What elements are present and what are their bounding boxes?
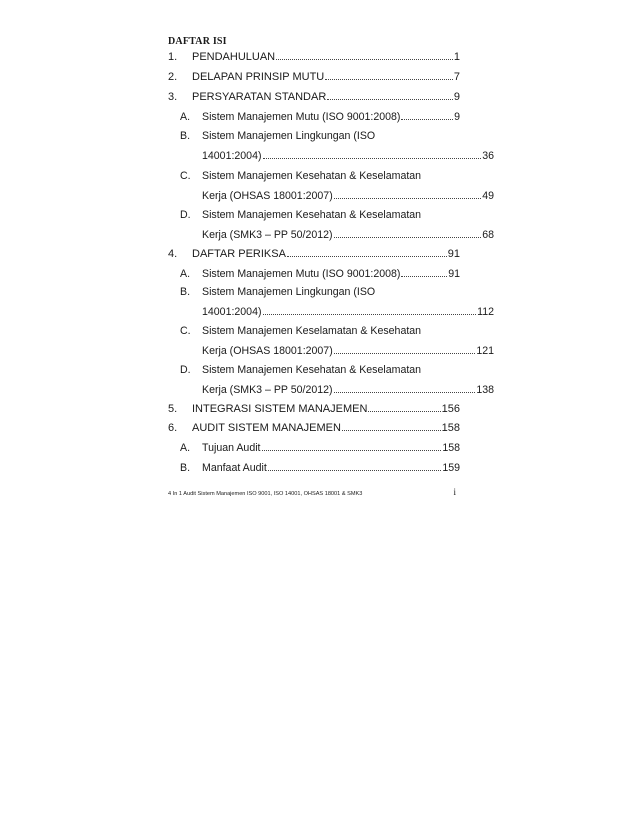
dot-leader bbox=[334, 189, 481, 199]
dot-leader bbox=[263, 305, 477, 315]
toc-subentry-continuation[interactable]: 14001:2004) 112 bbox=[202, 306, 494, 318]
dot-leader bbox=[401, 110, 453, 120]
toc-subentry-continuation[interactable]: Kerja (SMK3 – PP 50/2012) 68 bbox=[202, 229, 494, 241]
toc-subentry-continuation[interactable]: Kerja (OHSAS 18001:2007) 49 bbox=[202, 190, 494, 202]
toc-subentry[interactable]: A. Tujuan Audit 158 bbox=[180, 442, 460, 454]
toc-subentry[interactable]: B. Sistem Manajemen Lingkungan (ISO bbox=[180, 286, 376, 298]
toc-subentry-continuation[interactable]: Kerja (SMK3 – PP 50/2012) 138 bbox=[202, 384, 494, 396]
dot-leader bbox=[401, 267, 447, 277]
page-number: 49 bbox=[482, 190, 494, 202]
dot-leader bbox=[334, 344, 476, 354]
page-number: 138 bbox=[476, 384, 494, 396]
dot-leader bbox=[268, 461, 442, 471]
toc-subentry[interactable]: B. Sistem Manajemen Lingkungan (ISO bbox=[180, 130, 376, 142]
toc-subentry[interactable]: C. Sistem Manajemen Kesehatan & Keselamatan bbox=[180, 170, 422, 182]
dot-leader bbox=[263, 149, 482, 159]
toc-subentry[interactable]: C. Sistem Manajemen Keselamatan & Kesehatan bbox=[180, 325, 422, 337]
toc-subentry[interactable]: D. Sistem Manajemen Kesehatan & Keselamatan bbox=[180, 209, 422, 221]
toc-subentry-continuation[interactable]: 14001:2004) 36 bbox=[202, 150, 494, 162]
toc-subentry[interactable]: A. Sistem Manajemen Mutu (ISO 9001:2008) 91 bbox=[180, 268, 460, 280]
dot-leader bbox=[334, 228, 482, 238]
page-number: 68 bbox=[482, 229, 494, 241]
toc-entry[interactable]: 3. PERSYARATAN STANDAR 9 bbox=[168, 91, 460, 103]
dot-leader bbox=[287, 247, 447, 257]
toc-subentry[interactable]: B. Manfaat Audit 159 bbox=[180, 462, 460, 474]
toc-entry[interactable]: 6. AUDIT SISTEM MANAJEMEN 158 bbox=[168, 422, 460, 434]
toc-entry[interactable]: 4. DAFTAR PERIKSA 91 bbox=[168, 248, 460, 260]
dot-leader bbox=[368, 402, 440, 412]
toc-subentry[interactable]: D. Sistem Manajemen Kesehatan & Keselamatan bbox=[180, 364, 422, 376]
dot-leader bbox=[325, 70, 453, 80]
page-number: 1 bbox=[453, 51, 460, 63]
footer-page-number: i bbox=[453, 487, 456, 497]
dot-leader bbox=[342, 421, 441, 431]
page-number: 156 bbox=[441, 403, 460, 415]
toc-subentry[interactable]: A. Sistem Manajemen Mutu (ISO 9001:2008) 9 bbox=[180, 111, 460, 123]
dot-leader bbox=[262, 441, 442, 451]
page-number: 91 bbox=[447, 248, 460, 260]
page-number: 9 bbox=[453, 91, 460, 103]
page-footer bbox=[168, 487, 460, 497]
page-number: 158 bbox=[442, 442, 460, 454]
page-number: 9 bbox=[454, 111, 460, 123]
toc-entry[interactable]: 2. DELAPAN PRINSIP MUTU 7 bbox=[168, 71, 460, 83]
dot-leader bbox=[276, 50, 453, 60]
page-number: 112 bbox=[477, 306, 494, 318]
toc-heading: DAFTAR ISI bbox=[168, 36, 227, 47]
dot-leader bbox=[334, 383, 476, 393]
dot-leader bbox=[327, 90, 453, 100]
page-number: 158 bbox=[441, 422, 460, 434]
toc-entry[interactable]: 5. INTEGRASI SISTEM MANAJEMEN 156 bbox=[168, 403, 460, 415]
toc-subentry-continuation[interactable]: Kerja (OHSAS 18001:2007) 121 bbox=[202, 345, 494, 357]
toc-entry[interactable]: 1. PENDAHULUAN 1 bbox=[168, 51, 460, 63]
page-number: 91 bbox=[448, 268, 460, 280]
page-number: 159 bbox=[442, 462, 460, 474]
page-number: 121 bbox=[476, 345, 494, 357]
footer-title: 4 In 1 Audit Sistem Manajemen ISO 9001, ISO 14001, OHSAS 18001 & SMK3 bbox=[168, 491, 363, 497]
page-number: 36 bbox=[482, 150, 494, 162]
page-number: 7 bbox=[453, 71, 460, 83]
